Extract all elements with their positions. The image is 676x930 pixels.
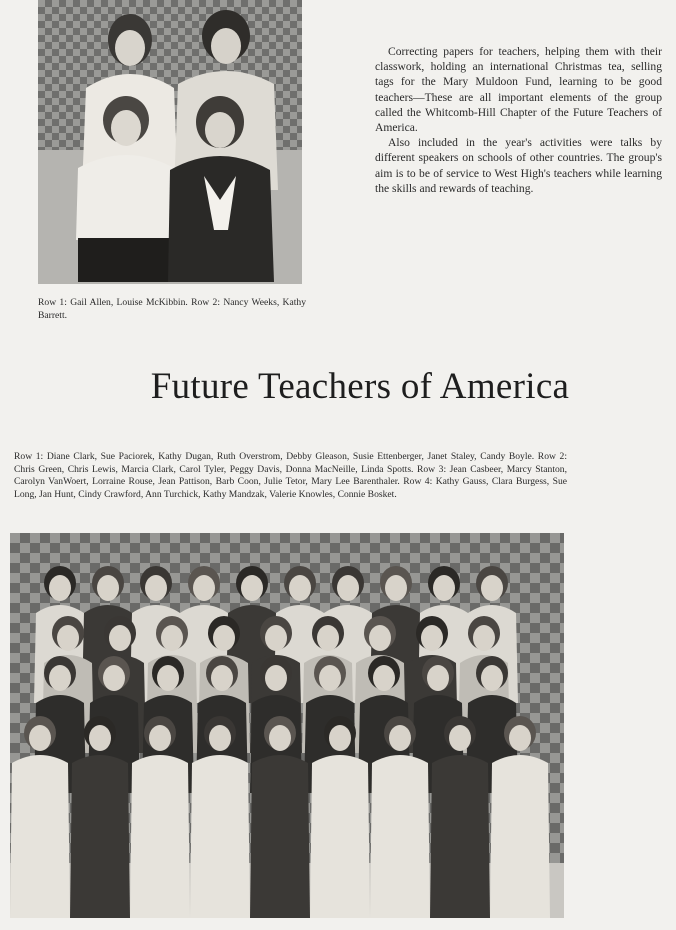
intro-paragraph-2: Also included in the year's activities were talks by different speakers on schools of other countries. The group's aim is to be of service to West High's teachers while learning the skills and rewards of teaching. xyxy=(375,136,662,195)
person-face xyxy=(241,575,263,601)
person-face xyxy=(209,725,231,751)
person-face xyxy=(373,665,395,691)
officers-photo xyxy=(38,0,302,284)
person-face xyxy=(193,575,215,601)
person-face xyxy=(89,725,111,751)
group-photo-image xyxy=(10,533,564,918)
person-face xyxy=(337,575,359,601)
group-photo xyxy=(10,533,564,918)
page-title xyxy=(0,365,676,408)
person-face xyxy=(49,665,71,691)
person-body xyxy=(10,755,70,918)
person-face xyxy=(149,725,171,751)
person-face xyxy=(49,575,71,601)
person-body xyxy=(370,755,430,918)
person-body xyxy=(430,755,490,918)
person-face xyxy=(29,725,51,751)
person-face xyxy=(481,575,503,601)
person-face xyxy=(57,625,79,651)
person-face xyxy=(103,665,125,691)
person-face xyxy=(385,575,407,601)
person-face xyxy=(473,625,495,651)
officers-photo-image xyxy=(38,0,302,284)
person-body xyxy=(310,755,370,918)
person-body xyxy=(250,755,310,918)
person-body xyxy=(190,755,250,918)
person-face xyxy=(213,625,235,651)
person-face xyxy=(449,725,471,751)
person-face xyxy=(97,575,119,601)
person-body xyxy=(70,755,130,918)
person-face xyxy=(109,625,131,651)
person-face xyxy=(269,725,291,751)
person-face xyxy=(319,665,341,691)
person-face xyxy=(389,725,411,751)
group-caption: Row 1: Diane Clark, Sue Paciorek, Kathy Dugan, Ruth Overstrom, Debby Gleason, Susie Ettenberger, Janet Staley, Candy Boyle. Row 2: Chris Green, Chris Lewis, Marcia Clark, Carol Tyler, Peggy Davis, Donna MacNeille, Linda Spotts. Row 3: Jean Casbeer, Marcy Stanton, Carolyn VanWoert, Lorraine Rouse, Jean Pattison, Barb Coon, Julie Tetor, Mary Lee Barenthaler. Row 4: Kathy Gauss, Clara Burgess, Sue Long, Jan Hunt, Cindy Crawford, Ann Turchick, Kathy Mandzak, Valerie Knowles, Connie Bosket. xyxy=(14,451,567,500)
officers-caption: Row 1: Gail Allen, Louise McKibbin. Row 2: Nancy Weeks, Kathy Barrett. xyxy=(38,297,306,321)
person-face xyxy=(369,625,391,651)
person-body xyxy=(490,755,550,918)
person-body xyxy=(130,755,190,918)
person-face xyxy=(211,665,233,691)
person-face xyxy=(161,625,183,651)
person-face xyxy=(481,665,503,691)
person-face xyxy=(157,665,179,691)
person-face xyxy=(427,665,449,691)
person-face xyxy=(433,575,455,601)
person-face xyxy=(329,725,351,751)
person-face xyxy=(145,575,167,601)
person-face xyxy=(289,575,311,601)
person-face xyxy=(265,665,287,691)
person-face xyxy=(265,625,287,651)
intro-text xyxy=(375,44,662,196)
person-face xyxy=(509,725,531,751)
person-face xyxy=(421,625,443,651)
person-face xyxy=(317,625,339,651)
intro-paragraph-1: Correcting papers for teachers, helping them with their classwork, holding an international Christmas tea, selling tags for the Mary Muldoon Fund, learning to be good teachers—These are all important elements of the group called the Whitcomb-Hill Chapter of the Future Teachers of America. xyxy=(375,45,662,135)
page-title-text: Future Teachers of America xyxy=(150,366,570,407)
